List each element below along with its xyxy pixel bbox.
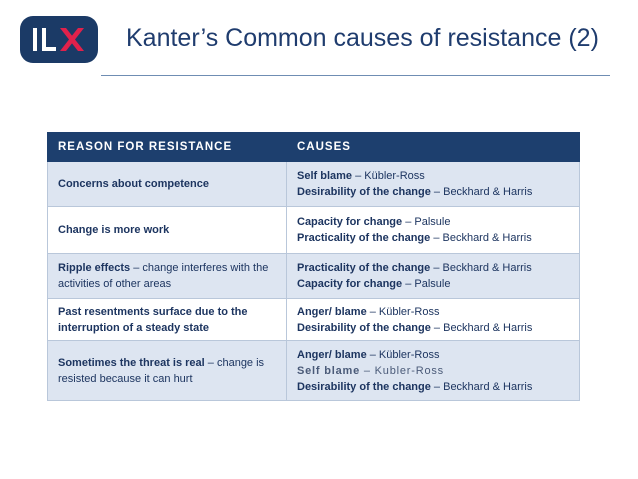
reason-cell	[48, 162, 287, 207]
cause-bold: Self blame	[297, 170, 353, 182]
page-title: Kanter’s Common causes of resistance (2)	[126, 24, 599, 52]
cause-bold: Capacity for change	[297, 216, 403, 228]
column-header-causes: CAUSES	[287, 133, 580, 162]
cause-bold: Practicality of the change	[297, 262, 431, 274]
cause-bold: Desirability of the change	[297, 380, 431, 393]
cause-rest: – Palsule	[402, 216, 451, 228]
reason-bold: Past resentments surface due to the interruption of a steady state	[58, 305, 248, 334]
causes-cell	[287, 162, 580, 207]
ilx-logo	[20, 16, 98, 63]
reason-cell	[48, 254, 287, 299]
table-row	[48, 162, 580, 207]
causes-cell	[287, 341, 580, 401]
table-row	[48, 207, 580, 254]
cause-rest: – Kübler-Ross	[352, 170, 425, 182]
cause-line	[297, 304, 569, 320]
reason-bold: Concerns about competence	[58, 178, 209, 190]
resistance-table-container	[47, 132, 579, 401]
cause-rest: – Beckhard & Harris	[430, 232, 532, 244]
title-divider	[101, 75, 610, 76]
cause-rest: – Kübler-Ross	[366, 348, 440, 361]
cause-bold: Anger/ blame	[297, 348, 367, 361]
column-header-reason: REASON FOR RESISTANCE	[48, 133, 287, 162]
cause-rest: – Palsule	[402, 278, 451, 290]
cause-line	[297, 320, 569, 336]
cause-line	[297, 276, 569, 292]
cause-line	[297, 184, 569, 200]
cause-bold: Capacity for change	[297, 278, 403, 290]
reason-rest: – change is resisted because it can hurt	[58, 356, 265, 385]
causes-cell	[287, 207, 580, 254]
causes-cell	[287, 254, 580, 299]
cause-line	[297, 347, 569, 363]
table-header-row	[48, 133, 580, 162]
reason-bold: Change is more work	[58, 224, 170, 236]
table-row	[48, 341, 580, 401]
ilx-logo-graphic	[20, 16, 98, 63]
reason-cell	[48, 341, 287, 401]
table-row	[48, 299, 580, 341]
cause-bold: Self blame	[297, 364, 361, 377]
cause-bold: Anger/ blame	[297, 305, 367, 318]
cause-rest: – Kübler-Ross	[366, 305, 440, 318]
reason-rest: – change interferes with the activities of other areas	[58, 262, 269, 290]
cause-line	[297, 168, 569, 184]
resistance-table	[47, 132, 580, 401]
reason-cell	[48, 299, 287, 341]
cause-bold: Desirability of the change	[297, 321, 431, 334]
cause-line	[297, 230, 569, 246]
table-row	[48, 254, 580, 299]
reason-bold: Sometimes the threat is real	[58, 356, 205, 369]
cause-rest: – Beckhard & Harris	[430, 186, 533, 198]
cause-rest: – Beckhard & Harris	[430, 262, 532, 274]
cause-line	[297, 363, 569, 379]
cause-rest: – Beckhard & Harris	[430, 380, 533, 393]
cause-bold: Practicality of the change	[297, 232, 431, 244]
cause-line	[297, 260, 569, 276]
cause-line	[297, 379, 569, 395]
cause-rest: – Beckhard & Harris	[430, 321, 533, 334]
reason-cell	[48, 207, 287, 254]
cause-rest: – Kubler-Ross	[360, 364, 444, 377]
cause-line	[297, 214, 569, 230]
cause-bold: Desirability of the change	[297, 186, 431, 198]
causes-cell	[287, 299, 580, 341]
reason-bold: Ripple effects	[58, 262, 131, 274]
